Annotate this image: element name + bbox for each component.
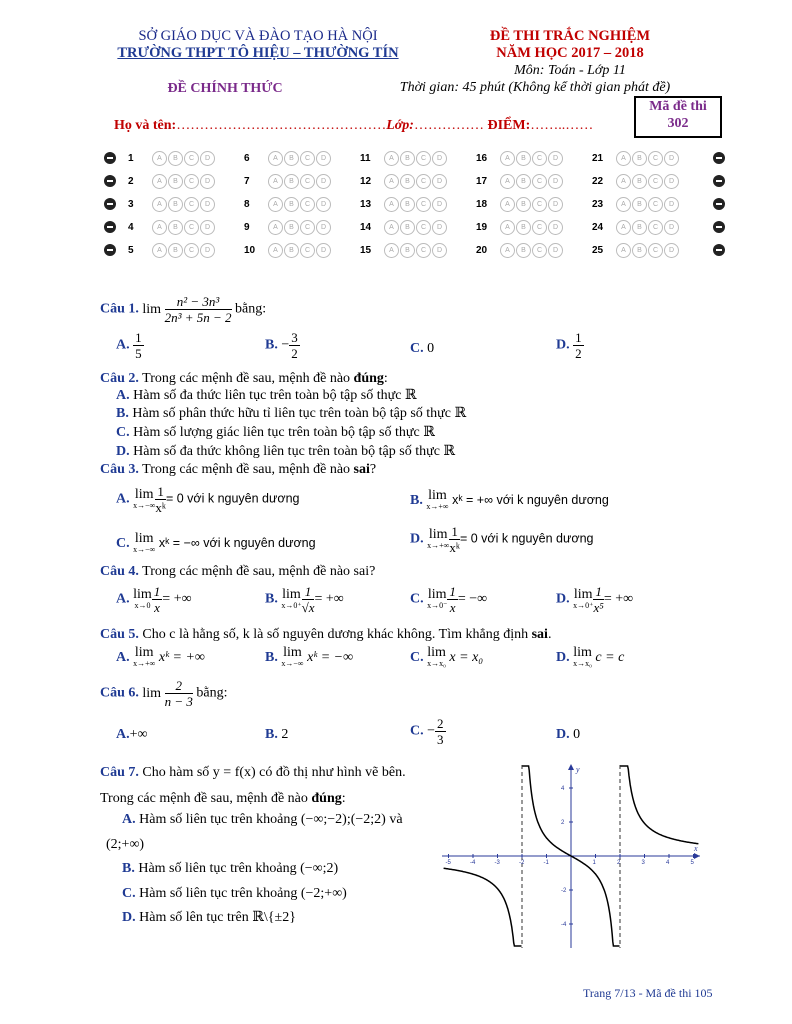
x-tick-label: -5	[445, 860, 451, 866]
answer-bubble-b[interactable]: B	[400, 197, 415, 212]
q1-option-a[interactable]: A. $\frac{1}{5}$	[116, 330, 142, 361]
graph-branch-right	[621, 766, 699, 844]
answer-bubble-a[interactable]: A	[384, 243, 399, 258]
answer-bubble-c[interactable]: C	[184, 197, 199, 212]
q7-option-a-cont: (2;+∞)	[106, 837, 145, 852]
y-tick-label: 4	[561, 786, 565, 792]
answer-bubble-a[interactable]: A	[616, 151, 631, 166]
question-6: Câu 6. lim $\frac{2}{n - 3}$ bằng:	[100, 678, 228, 709]
answer-bubble-c[interactable]: C	[300, 197, 315, 212]
question-4: Câu 4. Trong các mệnh đề sau, mệnh đề nào sai?	[100, 564, 376, 579]
answer-bubble-d[interactable]: D	[200, 220, 215, 235]
answer-number: 2	[128, 176, 134, 187]
answer-number: 25	[592, 245, 604, 256]
answer-bubble-a[interactable]: A	[616, 243, 631, 258]
x-axis-label: x	[694, 844, 698, 853]
answer-bubble-b[interactable]: B	[168, 197, 183, 212]
answer-bubble-a[interactable]: A	[616, 220, 631, 235]
answer-bubble-c[interactable]: C	[300, 174, 315, 189]
exam-code-value: 302	[667, 116, 689, 131]
answer-bubble-a[interactable]: A	[616, 197, 631, 212]
answer-number: 17	[476, 176, 488, 187]
answer-bubble-b[interactable]: B	[516, 243, 531, 258]
answer-bubble-d[interactable]: D	[316, 243, 331, 258]
answer-bubble-d[interactable]: D	[432, 220, 447, 235]
answer-bubble-a[interactable]: A	[152, 151, 167, 166]
answer-bubble-d[interactable]: D	[664, 220, 679, 235]
answer-bubble-d[interactable]: D	[548, 243, 563, 258]
q4-option-b[interactable]: B. lim x→0⁺ $\frac{1}{√x}$ = +∞	[265, 584, 344, 615]
alignment-marker	[104, 244, 116, 256]
answer-number: 9	[244, 222, 250, 233]
answer-bubble-a[interactable]: A	[268, 174, 283, 189]
q2-option-a[interactable]: A. Hàm số đa thức liên tục trên toàn bộ tập số thực ℝ	[116, 388, 417, 403]
answer-bubble-c[interactable]: C	[300, 243, 315, 258]
answer-grid-row	[104, 148, 724, 170]
alignment-marker	[713, 175, 725, 187]
answer-bubble-b[interactable]: B	[632, 174, 647, 189]
answer-bubble-d[interactable]: D	[432, 197, 447, 212]
exam-type: ĐỀ THI TRẮC NGHIỆM	[489, 28, 651, 44]
answer-number: 14	[360, 222, 372, 233]
x-tick-label: 1	[592, 860, 596, 866]
answer-bubble-b[interactable]: B	[284, 197, 299, 212]
class-dots[interactable]: ……………	[413, 118, 484, 133]
x-tick-label: 2	[617, 860, 621, 866]
alignment-marker	[104, 152, 116, 164]
answer-number: 24	[592, 222, 604, 233]
answer-bubble-b[interactable]: B	[632, 197, 647, 212]
question-7-prompt: Trong các mệnh đề sau, mệnh đề nào đúng:	[100, 791, 346, 806]
answer-number: 15	[360, 245, 372, 256]
school-name: TRƯỜNG THPT TÔ HIỆU – THƯỜNG TÍN	[117, 45, 399, 61]
answer-bubble-d[interactable]: D	[200, 174, 215, 189]
answer-grid-row	[104, 194, 724, 216]
answer-number: 16	[476, 153, 488, 164]
answer-bubble-b[interactable]: B	[516, 197, 531, 212]
answer-number: 12	[360, 176, 372, 187]
graph-branch-left	[444, 868, 522, 946]
q6-option-d[interactable]: D. 0	[556, 727, 581, 742]
answer-bubble-a[interactable]: A	[384, 151, 399, 166]
fraction: $\frac{\text{n² − 3n³}}{\text{2n³ + 5n − 2}}$	[164, 294, 232, 325]
exam-code-box	[634, 96, 722, 138]
answer-bubble-c[interactable]: C	[416, 243, 431, 258]
answer-bubble-b[interactable]: B	[284, 174, 299, 189]
score-dots[interactable]: ……..……	[530, 118, 594, 133]
x-tick-label: -2	[519, 860, 525, 866]
answer-bubble-d[interactable]: D	[200, 151, 215, 166]
answer-bubble-d[interactable]: D	[200, 243, 215, 258]
answer-number: 7	[244, 176, 250, 187]
answer-bubble-d[interactable]: D	[432, 243, 447, 258]
answer-bubble-c[interactable]: C	[184, 174, 199, 189]
answer-bubble-b[interactable]: B	[400, 243, 415, 258]
answer-bubble-d[interactable]: D	[548, 151, 563, 166]
answer-bubble-c[interactable]: C	[416, 197, 431, 212]
answer-bubble-a[interactable]: A	[500, 174, 515, 189]
x-tick-label: 3	[641, 860, 645, 866]
alignment-marker	[713, 152, 725, 164]
question-label: Câu 1.	[100, 301, 139, 317]
answer-bubble-a[interactable]: A	[384, 197, 399, 212]
answer-bubble-a[interactable]: A	[384, 220, 399, 235]
answer-bubble-d[interactable]: D	[548, 197, 563, 212]
answer-bubble-a[interactable]: A	[152, 174, 167, 189]
answer-bubble-a[interactable]: A	[268, 220, 283, 235]
q3-option-c[interactable]: C. lim x→−∞ xᵏ = −∞ với k nguyên dương	[116, 531, 316, 554]
answer-bubble-a[interactable]: A	[152, 197, 167, 212]
q6-option-a[interactable]: A.+∞	[116, 727, 148, 742]
official-label: ĐỀ CHÍNH THỨC	[167, 81, 283, 96]
answer-bubble-d[interactable]: D	[316, 174, 331, 189]
answer-bubble-b[interactable]: B	[632, 151, 647, 166]
name-dots[interactable]: ………………………………………	[176, 118, 387, 133]
answer-bubble-a[interactable]: A	[500, 220, 515, 235]
answer-bubble-c[interactable]: C	[184, 151, 199, 166]
alignment-marker	[104, 221, 116, 233]
x-tick-label: -4	[470, 860, 476, 866]
answer-number: 4	[128, 222, 134, 233]
answer-bubble-c[interactable]: C	[532, 197, 547, 212]
y-tick-label: -4	[561, 922, 567, 928]
answer-bubble-d[interactable]: D	[664, 197, 679, 212]
answer-number: 1	[128, 153, 134, 164]
answer-bubble-b[interactable]: B	[632, 243, 647, 258]
answer-grid-row	[104, 217, 724, 239]
name-label: Họ và tên:	[114, 118, 177, 133]
y-tick-label: -2	[561, 888, 567, 894]
q1-option-b[interactable]: B. − $\frac{3}{2}$	[265, 330, 298, 361]
answer-bubble-c[interactable]: C	[416, 220, 431, 235]
alignment-marker	[104, 198, 116, 210]
answer-number: 22	[592, 176, 604, 187]
answer-bubble-b[interactable]: B	[400, 174, 415, 189]
answer-number: 19	[476, 222, 488, 233]
question-7: Câu 7. Cho hàm số y = f(x) có đồ thị như hình vẽ bên.	[100, 765, 406, 780]
exam-code-label: Mã đề thi	[649, 99, 707, 114]
limit-operator: lim	[142, 302, 162, 317]
q7-option-d[interactable]: D. Hàm số lên tục trên ℝ\{±2}	[122, 910, 296, 925]
answer-bubble-c[interactable]: C	[648, 197, 663, 212]
x-tick-label: -1	[543, 860, 549, 866]
dept-name: SỞ GIÁO DỤC VÀ ĐÀO TẠO HÀ NỘI	[138, 28, 378, 44]
q4-option-c[interactable]: C. lim x→0⁻ $\frac{1}{x}$ = −∞	[410, 584, 488, 615]
answer-bubble-d[interactable]: D	[432, 174, 447, 189]
answer-bubble-d[interactable]: D	[316, 151, 331, 166]
answer-bubble-d[interactable]: D	[664, 243, 679, 258]
answer-bubble-c[interactable]: C	[532, 243, 547, 258]
answer-bubble-a[interactable]: A	[616, 174, 631, 189]
answer-bubble-b[interactable]: B	[516, 151, 531, 166]
answer-bubble-c[interactable]: C	[184, 220, 199, 235]
answer-bubble-c[interactable]: C	[532, 220, 547, 235]
answer-bubble-a[interactable]: A	[268, 243, 283, 258]
x-tick-label: 4	[666, 860, 670, 866]
q4-option-d[interactable]: D. lim x→0⁺ $\frac{1}{\text{x⁵}}$ = +∞	[556, 584, 634, 615]
answer-bubble-a[interactable]: A	[268, 197, 283, 212]
y-tick-label: 2	[561, 820, 565, 826]
exam-subject: Môn: Toán - Lớp 11	[514, 63, 626, 78]
alignment-marker	[713, 244, 725, 256]
answer-bubble-d[interactable]: D	[316, 197, 331, 212]
answer-bubble-a[interactable]: A	[500, 197, 515, 212]
answer-number: 5	[128, 245, 134, 256]
answer-bubble-a[interactable]: A	[268, 151, 283, 166]
q5-option-d[interactable]: D. lim x→x₀ c = c	[556, 645, 625, 668]
q5-option-b[interactable]: B. lim x→−∞ xᵏ = −∞	[265, 645, 354, 668]
q6-option-c[interactable]: C. − $\frac{2}{3}$	[410, 716, 444, 747]
q2-option-b[interactable]: B. Hàm số phân thức hữu tỉ liên tục trên toàn bộ tập số thực ℝ	[116, 406, 467, 421]
class-label: Lớp:	[386, 118, 414, 133]
answer-bubble-d[interactable]: D	[664, 151, 679, 166]
answer-bubble-c[interactable]: C	[184, 243, 199, 258]
answer-bubble-d[interactable]: D	[432, 151, 447, 166]
answer-bubble-b[interactable]: B	[632, 220, 647, 235]
answer-bubble-a[interactable]: A	[152, 220, 167, 235]
answer-bubble-a[interactable]: A	[384, 174, 399, 189]
answer-bubble-b[interactable]: B	[284, 243, 299, 258]
answer-number: 8	[244, 199, 250, 210]
answer-bubble-d[interactable]: D	[548, 220, 563, 235]
answer-bubble-c[interactable]: C	[532, 151, 547, 166]
answer-bubble-b[interactable]: B	[284, 220, 299, 235]
x-tick-label: 5	[690, 860, 694, 866]
answer-number: 11	[360, 153, 371, 164]
answer-bubble-b[interactable]: B	[168, 174, 183, 189]
answer-bubble-b[interactable]: B	[168, 151, 183, 166]
q4-option-a[interactable]: A. lim x→0 $\frac{1}{x}$ = +∞	[116, 584, 192, 615]
answer-number: 18	[476, 199, 488, 210]
function-graph	[438, 760, 704, 950]
q1-option-d[interactable]: D. $\frac{1}{2}$	[556, 330, 582, 361]
exam-year: NĂM HỌC 2017 – 2018	[496, 45, 644, 61]
answer-bubble-d[interactable]: D	[664, 174, 679, 189]
answer-number: 10	[244, 245, 256, 256]
q3-option-b[interactable]: B. lim x→+∞ xᵏ = +∞ với k nguyên dương	[410, 488, 609, 511]
answer-bubble-c[interactable]: C	[416, 151, 431, 166]
answer-number: 13	[360, 199, 372, 210]
x-tick-label: -3	[494, 860, 500, 866]
answer-grid-row	[104, 240, 724, 262]
q2-option-d[interactable]: D. Hàm số đa thức không liên tục trên toàn bộ tập số thực ℝ	[116, 444, 456, 459]
question-tail: bằng:	[235, 301, 267, 317]
answer-bubble-c[interactable]: C	[648, 220, 663, 235]
answer-number: 23	[592, 199, 604, 210]
answer-bubble-a[interactable]: A	[500, 151, 515, 166]
alignment-marker	[713, 198, 725, 210]
q3-option-a[interactable]: A. lim x→−∞ $\frac{1}{\text{xᵏ}}$ = 0 với k nguyên dương	[116, 484, 300, 515]
q1-option-c[interactable]: C. 0	[410, 341, 435, 356]
answer-bubble-c[interactable]: C	[300, 151, 315, 166]
answer-bubble-d[interactable]: D	[548, 174, 563, 189]
alignment-marker	[713, 221, 725, 233]
q5-option-a[interactable]: A. lim x→+∞ xᵏ = +∞	[116, 645, 205, 668]
answer-number: 21	[592, 153, 604, 164]
answer-bubble-c[interactable]: C	[300, 220, 315, 235]
answer-bubble-c[interactable]: C	[416, 174, 431, 189]
answer-bubble-b[interactable]: B	[516, 220, 531, 235]
answer-bubble-c[interactable]: C	[648, 174, 663, 189]
alignment-marker	[104, 175, 116, 187]
q6-option-b[interactable]: B. 2	[265, 727, 289, 742]
q5-option-c[interactable]: C. lim x→x₀ x = x₀	[410, 645, 484, 668]
q7-option-a[interactable]: A. Hàm số liên tục trên khoảng (−∞;−2);(−2;2) và	[122, 812, 403, 827]
answer-grid-row	[104, 171, 724, 193]
answer-bubble-d[interactable]: D	[200, 197, 215, 212]
q7-option-c[interactable]: C. Hàm số liên tục trên khoảng (−2;+∞)	[122, 886, 347, 901]
answer-bubble-a[interactable]: A	[500, 243, 515, 258]
q3-option-d[interactable]: D. lim x→+∞ $\frac{1}{\text{xᵏ}}$ = 0 với k nguyên dương	[410, 524, 594, 555]
exam-time: Thời gian: 45 phút (Không kể thời gian phát đề)	[399, 80, 671, 95]
answer-bubble-c[interactable]: C	[532, 174, 547, 189]
answer-bubble-b[interactable]: B	[168, 243, 183, 258]
answer-bubble-b[interactable]: B	[516, 174, 531, 189]
answer-bubble-c[interactable]: C	[648, 151, 663, 166]
question-1	[100, 294, 266, 325]
q2-option-c[interactable]: C. Hàm số lượng giác liên tục trên toàn bộ tập số thực ℝ	[116, 425, 435, 440]
q7-option-b[interactable]: B. Hàm số liên tục trên khoảng (−∞;2)	[122, 861, 339, 876]
answer-bubble-c[interactable]: C	[648, 243, 663, 258]
question-3: Câu 3. Trong các mệnh đề sau, mệnh đề nào sai?	[100, 462, 377, 477]
answer-bubble-b[interactable]: B	[400, 220, 415, 235]
answer-number: 3	[128, 199, 134, 210]
question-2: Câu 2. Trong các mệnh đề sau, mệnh đề nào đúng:	[100, 371, 388, 386]
answer-number: 6	[244, 153, 250, 164]
score-label: ĐIỂM:	[487, 118, 531, 133]
question-5: Câu 5. Cho c là hằng số, k là số nguyên dương khác không. Tìm khẳng định sai.	[100, 627, 552, 642]
answer-bubble-a[interactable]: A	[152, 243, 167, 258]
y-axis-label: y	[576, 765, 580, 774]
answer-number: 20	[476, 245, 488, 256]
answer-bubble-b[interactable]: B	[284, 151, 299, 166]
answer-bubble-b[interactable]: B	[168, 220, 183, 235]
page-footer: Trang 7/13 - Mã đề thi 105	[583, 986, 713, 1000]
student-info-line	[114, 118, 593, 134]
answer-bubble-d[interactable]: D	[316, 220, 331, 235]
answer-bubble-b[interactable]: B	[400, 151, 415, 166]
